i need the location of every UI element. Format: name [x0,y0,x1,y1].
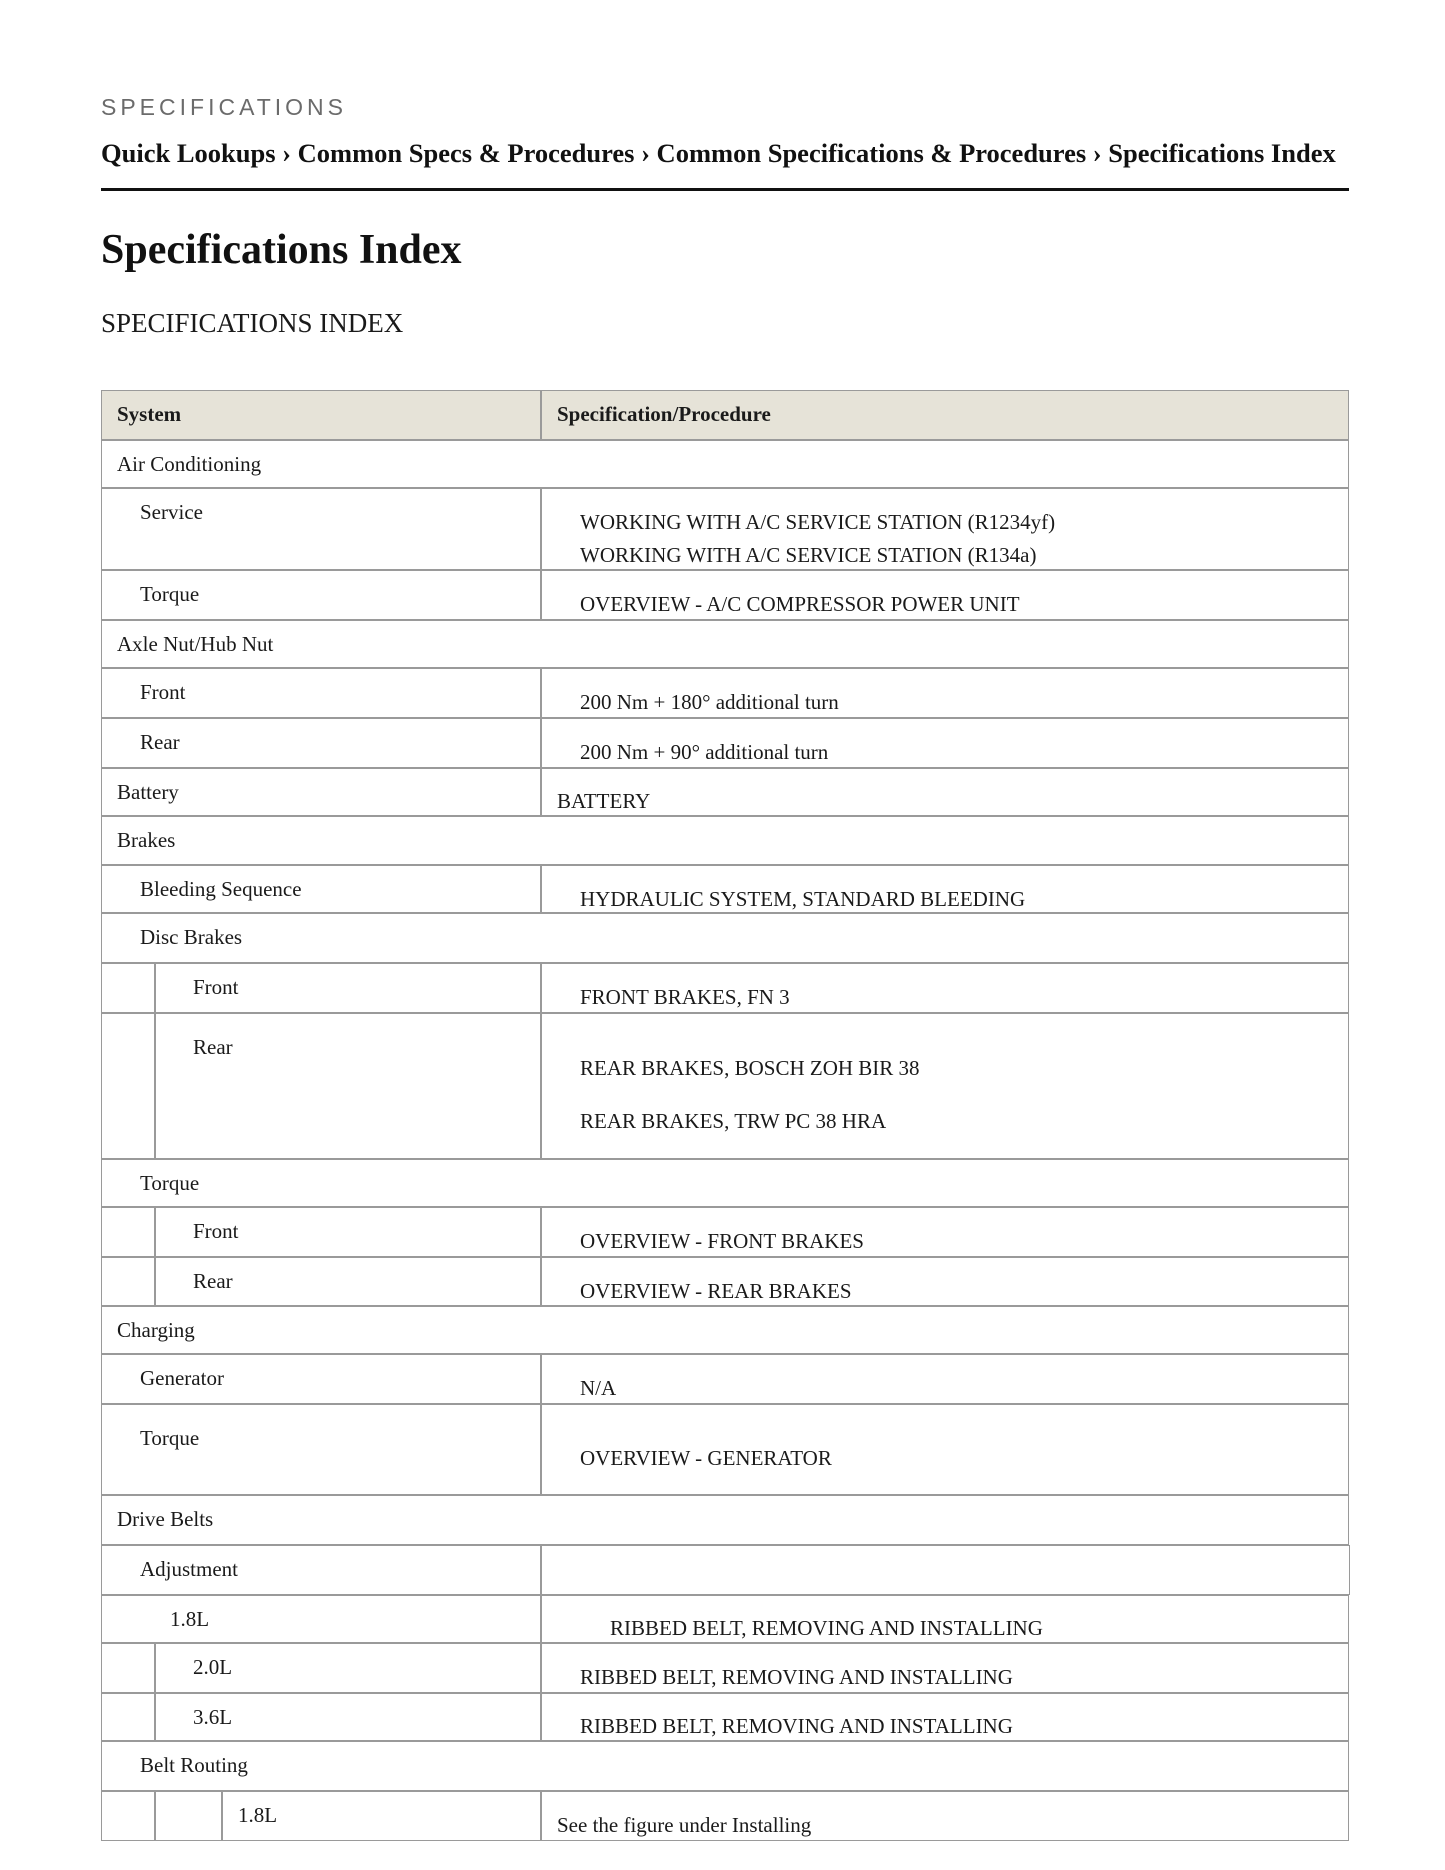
table-group-row [101,913,1349,963]
system-label: Torque [140,582,200,606]
system-label: 1.8L [170,1607,210,1631]
table-row-spec-cell [541,1354,1349,1404]
specification-link: 200 Nm + 90° additional turn [580,740,829,764]
system-label: Torque [140,1171,200,1195]
specification-link: RIBBED BELT, REMOVING AND INSTALLING [580,1714,1013,1738]
system-label: Bleeding Sequence [140,877,302,901]
table-group-row [101,620,1349,668]
specification-link: OVERVIEW - FRONT BRAKES [580,1229,864,1253]
section-heading: SPECIFICATIONS INDEX [101,308,404,338]
table-group-row [101,440,1349,488]
specification-link: RIBBED BELT, REMOVING AND INSTALLING [610,1616,1043,1640]
system-label: 3.6L [193,1705,233,1729]
system-label: Charging [117,1318,195,1342]
specification-link: REAR BRAKES, BOSCH ZOH BIR 38 [580,1056,920,1080]
specification-link: REAR BRAKES, TRW PC 38 HRA [580,1109,887,1133]
system-label: Generator [140,1366,224,1390]
system-label: Front [193,975,239,999]
specification-link: WORKING WITH A/C SERVICE STATION (R1234yf) [580,510,1056,534]
specification-link: See the figure under Installing [557,1813,812,1837]
system-label: 1.8L [238,1803,278,1827]
indent-cell [101,1643,155,1693]
indent-cell [101,1791,155,1841]
column-header-label: Specification/Procedure [557,402,771,426]
table-group-row [101,1495,1349,1545]
specification-link: OVERVIEW - GENERATOR [580,1446,832,1470]
table-row-system-cell [101,1595,541,1643]
specification-link: OVERVIEW - A/C COMPRESSOR POWER UNIT [580,592,1020,616]
table-row-spec-cell [541,768,1349,816]
specification-link: 200 Nm + 180° additional turn [580,690,839,714]
system-label: Axle Nut/Hub Nut [117,632,274,656]
system-label: Service [140,500,203,524]
section-kicker: SPECIFICATIONS [101,94,347,120]
system-label: Front [140,680,186,704]
page-title: Specifications Index [101,227,462,273]
table-group-row [101,1306,1349,1354]
table-group-row [101,816,1349,865]
system-label: Drive Belts [117,1507,214,1531]
specification-link: HYDRAULIC SYSTEM, STANDARD BLEEDING [580,887,1026,911]
indent-cell [101,1013,155,1159]
indent-cell [101,1207,155,1257]
indent-cell [155,1791,222,1841]
system-label: Rear [140,730,180,754]
system-label: Torque [140,1426,200,1450]
system-label: Air Conditioning [117,452,262,476]
table-row-spec-cell [541,1013,1349,1159]
system-label: Brakes [117,828,176,852]
system-label: Disc Brakes [140,925,243,949]
specification-link: BATTERY [557,789,651,813]
indent-cell [101,963,155,1013]
breadcrumb[interactable]: Quick Lookups › Common Specs & Procedures › Common Specifications & Procedures › Specifications Index [101,138,1336,168]
indent-cell [101,1257,155,1306]
system-label: Rear [193,1269,233,1293]
specification-link: OVERVIEW - REAR BRAKES [580,1279,852,1303]
system-label: Front [193,1219,239,1243]
column-header-label: System [117,402,182,426]
system-label: Rear [193,1035,233,1059]
system-label: Adjustment [140,1557,238,1581]
system-label: Battery [117,780,179,804]
specification-link: WORKING WITH A/C SERVICE STATION (R134a) [580,543,1037,567]
specification-link: RIBBED BELT, REMOVING AND INSTALLING [580,1665,1013,1689]
specification-link: N/A [580,1376,617,1400]
system-label: Belt Routing [140,1753,248,1777]
specification-link: FRONT BRAKES, FN 3 [580,985,790,1009]
table-group-row [101,1159,1349,1207]
table-group-row [101,1741,1349,1791]
system-label: 2.0L [193,1655,233,1679]
indent-cell [101,1693,155,1741]
header-divider [101,188,1349,191]
table-row-spec-cell [541,1545,1350,1595]
